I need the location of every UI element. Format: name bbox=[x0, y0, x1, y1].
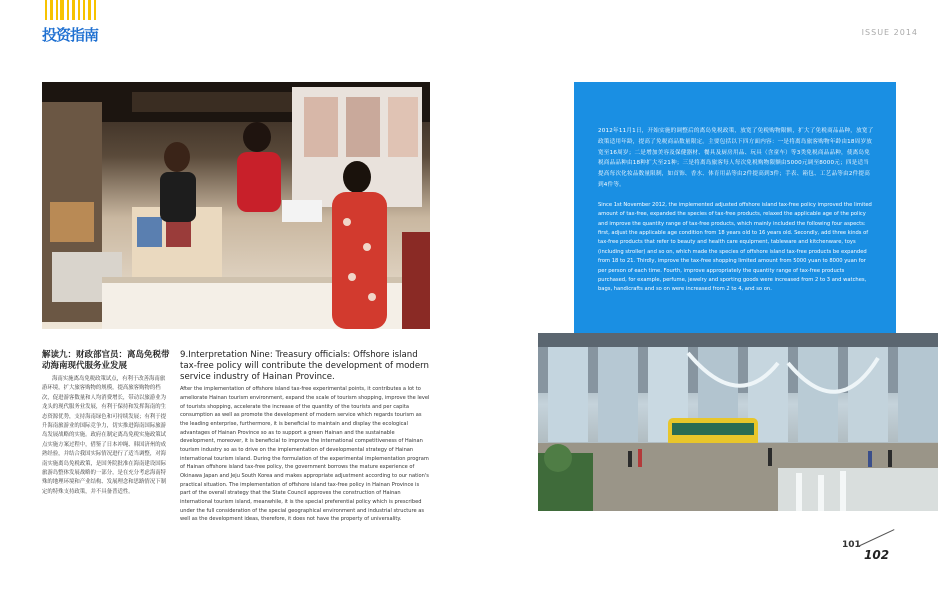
issue-label: ISSUE 2014 bbox=[861, 28, 918, 37]
policy-summary-english: Since 1st November 2012, the implemented adjusted offshore island tax-free policy improved the limited amount of tax-free, expanded the species of tax-free products, relaxed the applicable age of the policy and improve the quantity range of tax-free products, which mainly included the following four aspects: first, adjust the applicable age condition from 18 years old to 16 years old. Secondly, add three kinds of tax-free products that refer to beauty and health care equipment, tableware and kitchenware, toys (including stroller) and so on, which made the species of offshore island tax-free products be expanded from 18 to 21. Thirdly, improve the tax-free shopping limited amount from 5000 yuan to 8000 yuan for per person of each time. Fourth, improve appropriately the quantity range of tax-free products purchased, for example, perfume, jewelry and sporting goods were increased from 2 to 3 and watches, bags, handicrafts and so on were increased from 2 to 4, and so on. bbox=[598, 201, 872, 293]
shopping-plaza-illustration bbox=[538, 333, 938, 511]
page-number-right: 102 bbox=[864, 548, 890, 562]
interpretation-nine-chinese-body: 海南实施离岛免税政策试点，有利于改善海南旅游环境，扩大旅客购物的规模，提高旅客购物的档次，促进游客数量和人均消费增长，带动以旅游业为龙头的现代服务业发展，有利于保持和发挥海南的生态资源优势，支持海南绿色和可持续发展；有利于提升海南旅游业的国际竞争力，切实推进海南国际旅游岛发展战略的实施。政府在制定离岛免税实施政策试点实施方案过程中，借鉴了日本冲绳、韩国济州的成熟经验，并结合我国实际情况进行了适当调整，对海南实施离岛免税政策，是国务院批准在海南建设国际旅游岛整体发展战略的一部分，是在充分考虑海南特殊的地理环境和产业结构、发展理念和思路情况下制定的特殊支持政策，并不具备普适性。 bbox=[42, 376, 166, 495]
duty-free-shop-illustration bbox=[42, 82, 430, 329]
interpretation-nine-english bbox=[180, 350, 430, 524]
page-number-left: 101 bbox=[842, 540, 861, 550]
policy-summary-chinese: 2012年11月1日，开始实施的调整后的离岛免税政策，放宽了免税购物限额，扩大了免税商品品种，放宽了政策适用年龄，提高了免税商品数量限定。主要包括以下四方面内容：一是将离岛旅客购物年龄由18周岁放宽至16周岁；二是增加美容及保健器材、餐具及厨房用品、玩具（含童车）等3类免税商品品种，使离岛免税商品品种由18种扩大至21种；三是将离岛旅客每人每次免税购物限额由5000元调至8000元；四是适当提高每次化妆品数量限制，如首饰、香水、体育用品等由2件提高到3件；手表、箱包、工艺品等由2件提高到4件等。 bbox=[598, 128, 874, 188]
shopping-plaza-photo bbox=[538, 333, 938, 511]
page-number-divider bbox=[858, 529, 895, 547]
interpretation-nine-english-body: After the implementation of offshore island tax-free experimental points, it contributes a lot to ameliorate Hainan tourism environment, expand the scale of tourism shopping, improve the level of tourists shopping, accelerate the increase of the quantity of the tourists and per capita consumption as well as promote the development of modern service which regards tourism as the leading enterprise, furthermore, it is beneficial to maintain and display the ecological advantages of Hainan Province so as to support a green Hainan and the sustainable development, moreover, it is beneficial to improve the international competitiveness of Hainan tourism industry so as to drive on the implementation of developmental strategy of Hainan international tourism island. During the formulation of the experimental implementation program of Hainan offshore island tax-free policy, the government borrows the mature experience of Okinawa Japan and Jeju South Korea and makes appropriate adjustment according to our nation's practical situation. The implementation of offshore island tax-free policy in Hainan Province is part of the overall strategy that the State Council approves the construction of Hainan international tourism island, meanwhile, it is the special preferential policy which is prescribed under the full consideration of the special geographical environment and industrial structure as well as the development ideas, therefore, it does not have the property of universality. bbox=[180, 386, 430, 523]
interpretation-nine-chinese-heading: 解读九：财政部官员：离岛免税带动海南现代服务业发展 bbox=[42, 350, 170, 371]
section-logo-title: 投资指南 bbox=[42, 26, 99, 44]
interpretation-nine-english-heading: 9.Interpretation Nine: Treasury officials: Offshore island tax-free policy will contribute the development of modern service industry of Hainan Province. bbox=[180, 350, 429, 382]
duty-free-shop-photo bbox=[42, 82, 430, 329]
section-logo-barcode bbox=[45, 0, 97, 20]
interpretation-nine-chinese bbox=[42, 350, 170, 497]
